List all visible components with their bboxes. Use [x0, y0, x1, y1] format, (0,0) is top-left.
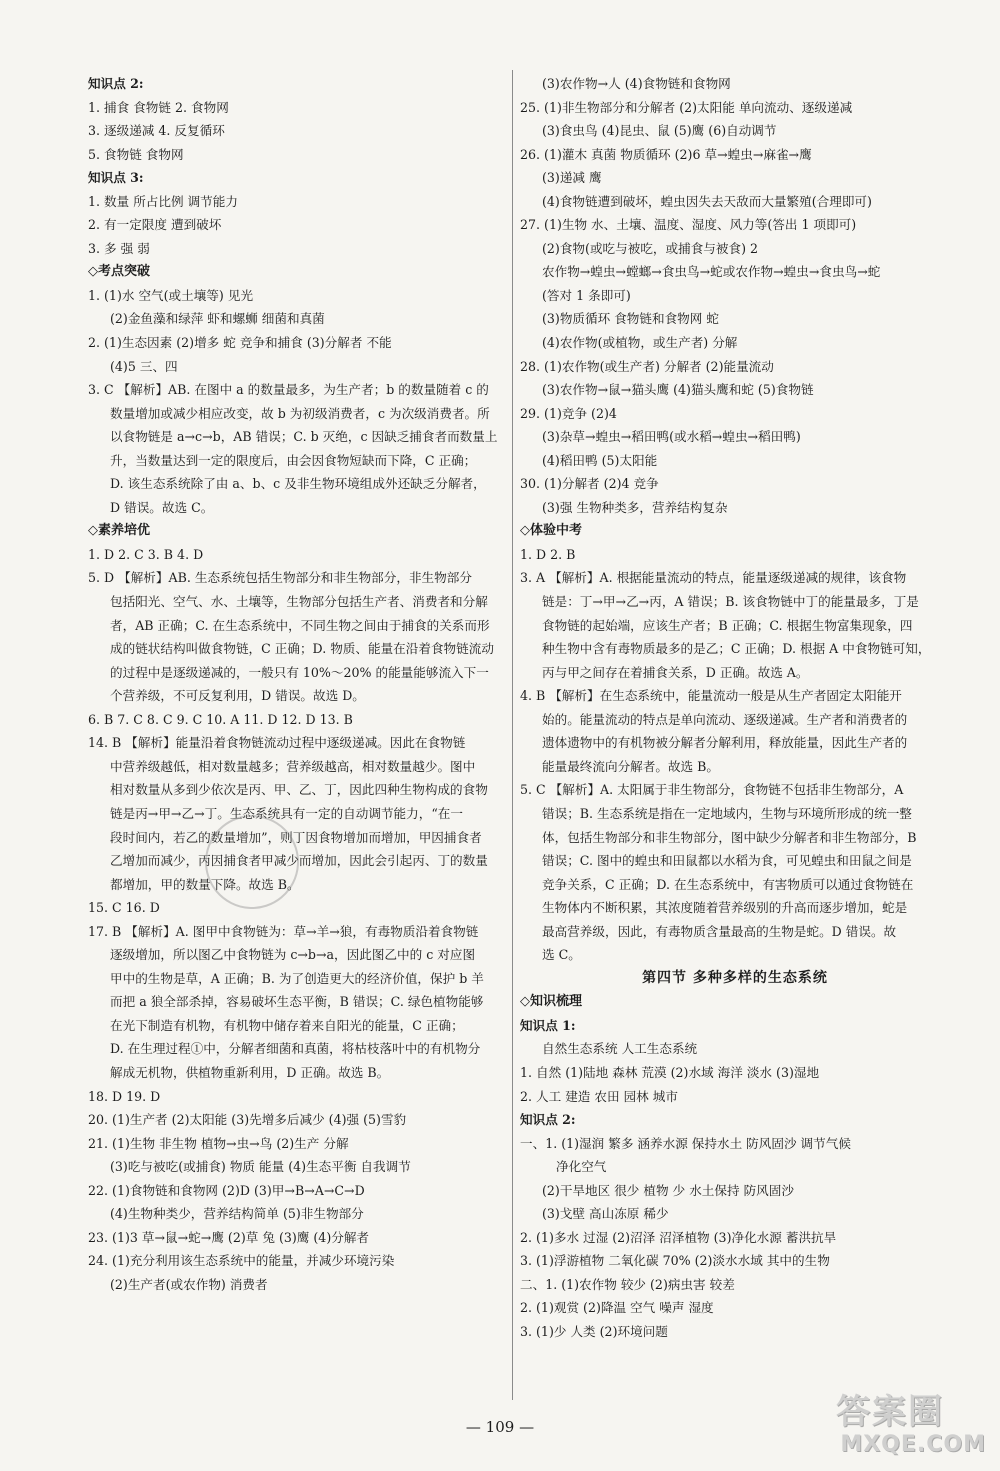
- answer-line: 以食物链是 a→c→b，AB 错误；C. b 灭绝，c 因缺乏捕食者而数量上: [110, 429, 498, 445]
- answer-line: 始的。能量流动的特点是单向流动、逐级递减。生产者和消费者的: [542, 711, 908, 727]
- watermark-logo-text: 答案圈: [836, 1392, 944, 1432]
- answer-line: 3. 多 强 弱: [88, 240, 150, 256]
- answer-line: (3)递减 鹰: [542, 170, 602, 186]
- answer-line: 1. (1)水 空气(或土壤等) 见光: [88, 287, 254, 303]
- answer-line: (3)食虫鸟 (4)昆虫、鼠 (5)鹰 (6)自动调节: [542, 123, 777, 139]
- answer-line: 2. (1)观赏 (2)降温 空气 噪声 湿度: [520, 1300, 714, 1316]
- answer-line: 15. C 16. D: [88, 900, 160, 916]
- answer-line: 生物体内不断积累，其浓度随着营养级别的升高而逐步增加，蛇是: [542, 900, 908, 916]
- answer-line: 而把 a 狼全部杀掉，容易破坏生态平衡，B 错误；C. 绿色植物能够: [110, 994, 484, 1010]
- answer-line: (2)生产者(或农作物) 消费者: [110, 1276, 268, 1292]
- answer-line: D. 在生理过程①中，分解者细菌和真菌，将枯枝落叶中的有机物分: [110, 1041, 481, 1057]
- answer-line: 升，当数量达到一定的限度后，由会因食物短缺而下降，C 正确；: [110, 452, 477, 468]
- left-column: [88, 72, 508, 1296]
- answer-line: (3)吃与被吃(或捕食) 物质 能量 (4)生态平衡 自我调节: [110, 1159, 411, 1175]
- answer-line: D 错误。故选 C。: [110, 499, 214, 515]
- answer-line: (4)稻田鸭 (5)太阳能: [542, 452, 658, 468]
- answer-line: 中营养级越低，相对数量越多；营养级越高，相对数量越少。图中: [110, 758, 476, 774]
- answer-line: 农作物→蝗虫→螳螂→食虫鸟→蛇或农作物→蝗虫→食虫鸟→蛇: [542, 264, 881, 280]
- answer-line: 1. 自然 (1)陆地 森林 荒漠 (2)水域 海洋 淡水 (3)湿地: [520, 1064, 820, 1080]
- answer-line: 28. (1)农作物(或生产者) 分解者 (2)能量流动: [520, 358, 774, 374]
- answer-line: (2)食物(或吃与被吃，或捕食与被食) 2: [542, 240, 758, 256]
- answer-line: 3. A 【解析】A. 根据能量流动的特点，能量逐级递减的规律，该食物: [520, 570, 907, 586]
- chapter-title: 第四节 多种多样的生态系统: [642, 969, 828, 986]
- section-heading: ◇知识梳理: [520, 994, 582, 1010]
- answer-line: (4)农作物(或植物，或生产者) 分解: [542, 335, 738, 351]
- answer-line: 21. (1)生物 非生物 植物→虫→鸟 (2)生产 分解: [88, 1135, 349, 1151]
- answer-line: 段时间内，若乙的数量增加”，则丁因食物增加而增加，甲因捕食者: [110, 829, 482, 845]
- answer-line: 3. (1)浮游植物 二氧化碳 70% (2)淡水水域 其中的生物: [520, 1253, 830, 1269]
- answer-line: 竞争关系，C 正确；D. 在生态系统中，有害物质可以通过食物链在: [542, 876, 914, 892]
- answer-line: 错误；C. 图中的蝗虫和田鼠都以水稻为食，可见蝗虫和田鼠之间是: [542, 853, 912, 869]
- answer-line: 3. 逐级递减 4. 反复循环: [88, 123, 225, 139]
- answer-line: 2. 人工 建造 农田 园林 城市: [520, 1088, 678, 1104]
- answer-line: 能量最终流向分解者。故选 B。: [542, 758, 719, 774]
- watermark-url: MXQE.COM: [840, 1432, 986, 1457]
- answer-line: 5. D 【解析】AB. 生态系统包括生物部分和非生物部分，非生物部分: [88, 570, 472, 586]
- section-heading: ◇考点突破: [88, 264, 150, 280]
- answer-line: 相对数量从多到少依次是丙、甲、乙、丁，因此四种生物构成的食物: [110, 782, 488, 798]
- answer-line: 丙与甲之间存在着捕食关系，D 正确。故选 A。: [542, 664, 809, 680]
- answer-line: (3)强 生物种类多，营养结构复杂: [542, 499, 728, 515]
- answer-line: 30. (1)分解者 (2)4 竞争: [520, 476, 659, 492]
- answer-line: 4. B 【解析】在生态系统中，能量流动一般是从生产者固定太阳能开: [520, 688, 902, 704]
- right-column: [520, 72, 950, 1344]
- answer-line: (4)食物链遭到破坏，蝗虫因失去天敌而大量繁殖(合理即可): [542, 193, 872, 209]
- answer-line: (3)物质循环 食物链和食物网 蛇: [542, 311, 719, 327]
- answer-line: 24. (1)充分利用该生态系统中的能量，并减少环境污染: [88, 1253, 395, 1269]
- answer-line: 最高营养级，因此，有毒物质含量最高的生物是蛇。D 错误。故: [542, 923, 897, 939]
- answer-line: 二、1. (1)农作物 较少 (2)病虫害 较差: [520, 1276, 735, 1292]
- answer-line: 都增加，甲的数量下降。故选 B。: [110, 876, 300, 892]
- answer-line: 个营养级，不可反复利用，D 错误。故选 D。: [110, 688, 365, 704]
- answer-line: 一、1. (1)湿润 繁多 涵养水源 保持水土 防风固沙 调节气候: [520, 1135, 851, 1151]
- section-heading: ◇素养培优: [88, 523, 150, 539]
- answer-line: 18. D 19. D: [88, 1088, 161, 1104]
- answer-line: D. 该生态系统除了由 a、b、c 及非生物环境组成外还缺乏分解者，: [110, 476, 486, 492]
- answer-line: 成的链状结构叫做食物链，C 正确；D. 物质、能量在沿着食物链流动: [110, 641, 494, 657]
- answer-line: (4)生物种类少，营养结构简单 (5)非生物部分: [110, 1206, 364, 1222]
- page-number: — 109 —: [465, 1418, 535, 1436]
- answer-line: 种生物中含有毒物质最多的是乙；C 正确；D. 根据 A 中食物链可知，: [542, 641, 931, 657]
- answer-line: 22. (1)食物链和食物网 (2)D (3)甲→B→A→C→D: [88, 1182, 365, 1198]
- answer-line: 2. 有一定限度 遭到破坏: [88, 217, 222, 233]
- answer-line: (3)杂草→蝗虫→稻田鸭(或水稻→蝗虫→稻田鸭): [542, 429, 801, 445]
- answer-line: 1. 数量 所占比例 调节能力: [88, 193, 238, 209]
- column-divider: [512, 70, 513, 1400]
- answer-line: 17. B 【解析】A. 图甲中食物链为：草→羊→狼，有毒物质沿着食物链: [88, 923, 479, 939]
- answer-line: 链是丙→甲→乙→丁。生态系统具有一定的自动调节能力，“在一: [110, 805, 463, 821]
- answer-line: 解成无机物，供植物重新利用，D 正确。故选 B。: [110, 1064, 390, 1080]
- answer-line: 乙增加而减少，丙因捕食者甲减少而增加，因此会引起丙、丁的数量: [110, 853, 488, 869]
- answer-line: (3)农作物→鼠→猫头鹰 (4)猫头鹰和蛇 (5)食物链: [542, 382, 814, 398]
- answer-line: 包括阳光、空气、水、土壤等，生物部分包括生产者、消费者和分解: [110, 594, 488, 610]
- answer-line: 25. (1)非生物部分和分解者 (2)太阳能 单向流动、逐级递减: [520, 99, 853, 115]
- knowledge-point-label: 知识点 2:: [520, 1112, 576, 1128]
- site-watermark: [836, 1392, 986, 1464]
- answer-line: 3. (1)少 人类 (2)环境问题: [520, 1323, 668, 1339]
- answer-line: 选 C。: [542, 947, 581, 963]
- answer-line: 6. B 7. C 8. C 9. C 10. A 11. D 12. D 13. B: [88, 711, 353, 727]
- answer-line: (3)戈壁 高山冻原 稀少: [542, 1206, 669, 1222]
- answer-line: 净化空气: [556, 1159, 607, 1175]
- answer-line: 1. D 2. B: [520, 546, 576, 562]
- answer-line: 1. D 2. C 3. B 4. D: [88, 546, 204, 562]
- answer-line: 2. (1)生态因素 (2)增多 蛇 竞争和捕食 (3)分解者 不能: [88, 335, 392, 351]
- answer-line: 5. 食物链 食物网: [88, 146, 184, 162]
- answer-line: 23. (1)3 草→鼠→蛇→鹰 (2)草 兔 (3)鹰 (4)分解者: [88, 1229, 370, 1245]
- answer-line: 在光下制造有机物，有机物中储存着来自阳光的能量，C 正确；: [110, 1017, 464, 1033]
- answer-line: 27. (1)生物 水、土壤、温度、湿度、风力等(答出 1 项即可): [520, 217, 857, 233]
- answer-line: 26. (1)灌木 真菌 物质循环 (2)6 草→蝗虫→麻雀→鹰: [520, 146, 812, 162]
- answer-line: (4)5 三、四: [110, 358, 178, 374]
- answer-line: 甲中的生物是草，A 正确；B. 为了创造更大的经济价值，保护 b 羊: [110, 970, 484, 986]
- answer-line: (2)干旱地区 很少 植物 少 水土保持 防风固沙: [542, 1182, 794, 1198]
- answer-line: 链是：丁→甲→乙→丙，A 错误；B. 该食物链中丁的能量最多，丁是: [542, 594, 919, 610]
- knowledge-point-label: 知识点 1:: [520, 1017, 576, 1033]
- answer-line: 食物链的起始端，应该生产者；B 正确；C. 根据生物富集现象，四: [542, 617, 913, 633]
- answer-line: 2. (1)多水 过湿 (2)沼泽 沼泽植物 (3)净化水源 蓄洪抗旱: [520, 1229, 837, 1245]
- answer-line: 错误；B. 生态系统是指在一定地域内，生物与环境所形成的统一整: [542, 805, 912, 821]
- answer-line: 者，AB 正确；C. 在生态系统中，不同生物之间由于捕食的关系而形: [110, 617, 490, 633]
- answer-line: (答对 1 条即可): [542, 287, 631, 303]
- answer-line: 数量增加或减少相应改变，故 b 为初级消费者，c 为次级消费者。所: [110, 405, 490, 421]
- section-heading: ◇体验中考: [520, 523, 582, 539]
- answer-line: 29. (1)竞争 (2)4: [520, 405, 617, 421]
- answer-line: 14. B 【解析】能量沿着食物链流动过程中逐级递减。因此在食物链: [88, 735, 466, 751]
- answer-line: 1. 捕食 食物链 2. 食物网: [88, 99, 229, 115]
- knowledge-point-label: 知识点 3:: [88, 170, 144, 186]
- answer-line: (3)农作物→人 (4)食物链和食物网: [542, 76, 731, 91]
- answer-line: (2)金鱼藻和绿萍 虾和螺蛳 细菌和真菌: [110, 311, 325, 327]
- answer-line: 体，包括生物部分和非生物部分，图中缺少分解者和非生物部分，B: [542, 829, 917, 845]
- answer-line: 3. C 【解析】AB. 在图中 a 的数量最多，为生产者；b 的数量随着 c 的: [88, 382, 489, 398]
- answer-line: 逐级增加，所以图乙中食物链为 c→b→a，因此图乙中的 c 对应图: [110, 947, 476, 963]
- answer-line: 的过程中是逐级递减的，一般只有 10%～20% 的能量能够流入下一: [110, 664, 489, 680]
- answer-line: 20. (1)生产者 (2)太阳能 (3)先增多后减少 (4)强 (5)雪豹: [88, 1112, 407, 1128]
- knowledge-point-label: 知识点 2:: [88, 76, 144, 91]
- answer-line: 5. C 【解析】A. 太阳属于非生物部分，食物链不包括非生物部分，A: [520, 782, 904, 798]
- answer-line: 遗体遗物中的有机物被分解者分解利用，释放能量，因此生产者的: [542, 735, 908, 751]
- answer-line: 自然生态系统 人工生态系统: [542, 1041, 698, 1057]
